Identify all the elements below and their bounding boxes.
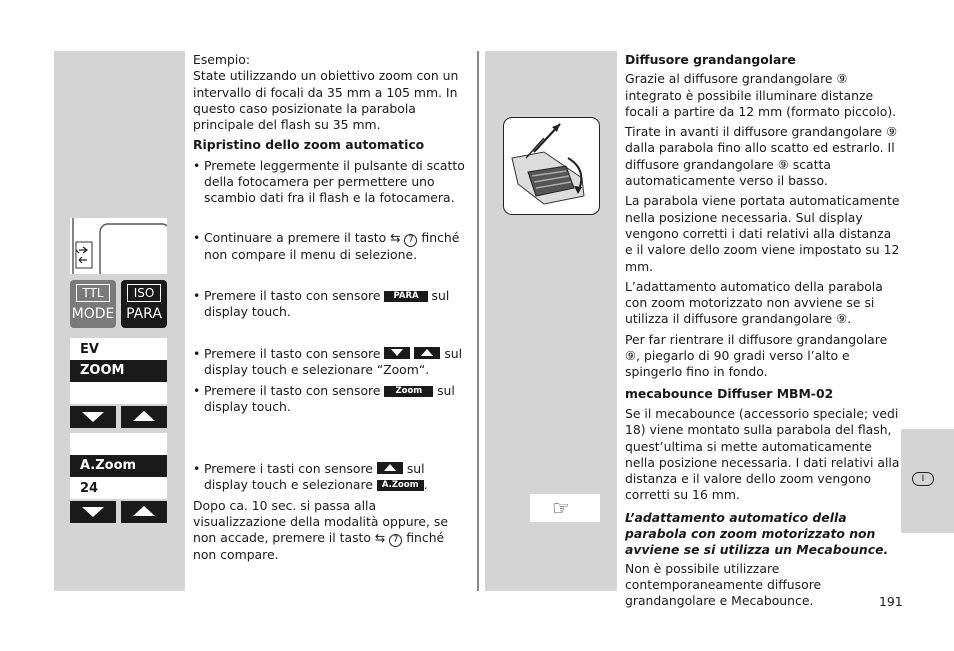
up-arrow-button-2[interactable] bbox=[121, 501, 167, 523]
bullet-4-5: • Premere il tasto con sensore sul display touch e selezionare “Zoom“. • Premere il tasto con sensore Zoom sul display touch. bbox=[193, 346, 463, 414]
ttl-mode-button[interactable] bbox=[70, 280, 116, 328]
closing-text-b: finché non compare. bbox=[193, 530, 445, 563]
note-icon-box bbox=[530, 494, 600, 522]
menu-item-azoom[interactable]: A.Zoom bbox=[70, 455, 167, 477]
zoom-sensor-key: Zoom bbox=[384, 386, 433, 397]
mecabounce-p7: Non è possibile utilizzare contemporaneamente diffusore grandangolare e Mecabounce. bbox=[625, 560, 822, 609]
bullet-1-text: Premete leggermente il pulsante di scatto della fotocamera per permettere uno scambio dati fra il flash e la fotocamera. bbox=[204, 157, 465, 206]
diffuser-p3: La parabola viene portata automaticamente nella posizione necessaria. Sul display vengono corretti i dati relativi alla distanza e il valore dello zoom viene impostato su 12 mm. bbox=[625, 193, 900, 274]
example-label: Esempio: bbox=[193, 52, 251, 67]
flash-panel-svg bbox=[70, 218, 167, 274]
azoom-sensor-key: A.Zoom bbox=[377, 480, 424, 491]
para-label: PARA bbox=[126, 306, 162, 322]
bullet-6-text-b: sul display touch e selezionare bbox=[204, 461, 425, 493]
key-number-7: 7 bbox=[404, 234, 417, 247]
menu-item-ev[interactable]: EV bbox=[80, 342, 99, 357]
bullet-6-text-c: . bbox=[423, 477, 428, 493]
menu-item-zoom[interactable]: ZOOM bbox=[70, 360, 167, 382]
auto-zoom-heading: Ripristino dello zoom automatico bbox=[193, 137, 425, 153]
column-divider bbox=[477, 51, 479, 591]
shift-arrows-icon: ⇆ bbox=[390, 230, 401, 245]
up-arrow-icon-2 bbox=[377, 462, 403, 474]
language-side-tab bbox=[901, 429, 954, 533]
bullet-1: • Premete leggermente il pulsante di scatto della fotocamera per permettere uno scambio dati fra il flash e la fotocamera. bbox=[193, 157, 465, 206]
bullet-3-text-a: Premere il tasto con sensore bbox=[204, 288, 381, 303]
diffuser-p1: Grazie al diffusore grandangolare ⑨ integrato è possibile illuminare distanze focali a partire da 12 mm (formato piccolo). bbox=[625, 71, 897, 119]
iso-label: ISO bbox=[127, 284, 161, 302]
diffuser-p5: Per far rientrare il diffusore grandangolare ⑨, piegarlo di 90 gradi verso l’alto e spingerlo fino in fondo. bbox=[625, 331, 888, 380]
up-arrow-icon bbox=[414, 347, 440, 359]
mecabounce-p6: Se il mecabounce (accessorio speciale; vedi 18) viene montato sulla parabola del flash, quest’ultima si mette automaticamente nella posizione necessaria. I dati relativi alla distanza e il valore dello zoom vengono corretti su 16 mm. bbox=[625, 405, 900, 503]
bullet-3-text-b: sul display touch. bbox=[204, 288, 450, 320]
bullet-6-text-a: Premere i tasti con sensore bbox=[204, 461, 373, 476]
ttl-label: TTL bbox=[76, 284, 110, 302]
bullet-5-text-b: sul display touch. bbox=[204, 382, 455, 414]
bullet-3: • Premere il tasto con sensore PARA sul display touch. bbox=[193, 288, 450, 320]
mode-label: MODE bbox=[71, 306, 115, 322]
pointing-hand-icon: ☞ bbox=[552, 496, 570, 520]
bullet-2-text-a: Continuare a premere il tasto bbox=[204, 230, 387, 245]
shift-arrows-icon-2: ⇆ bbox=[374, 530, 386, 546]
wide-angle-diffuser-illustration bbox=[503, 117, 600, 215]
down-arrow-button-2[interactable] bbox=[70, 501, 116, 523]
zoom-value: 24 bbox=[80, 481, 99, 496]
bullet-5-text-a: Premere il tasto con sensore bbox=[204, 382, 381, 398]
flash-back-panel-illustration bbox=[70, 218, 167, 274]
down-arrow-button-1[interactable] bbox=[70, 406, 116, 428]
language-tab-label: I bbox=[912, 472, 934, 486]
example-text: State utilizzando un obiettivo zoom con un intervallo di focali da 35 mm a 105 mm. In questo caso posizionate la parabola principale del flash su 35 mm. bbox=[193, 68, 459, 133]
key-number-7b: 7 bbox=[389, 534, 402, 547]
diffuser-p4: L’adattamento automatico della parabola con zoom motorizzato non avviene se si utilizza il diffusore grandangolare ⑨. bbox=[625, 278, 883, 327]
diffuser-heading: Diffusore grandangolare bbox=[625, 52, 796, 67]
bullet-4-text-b: sul display touch e selezionare “Zoom“. bbox=[204, 346, 463, 378]
right-text-column bbox=[625, 52, 901, 614]
mecabounce-heading: mecabounce Diffuser MBM-02 bbox=[625, 385, 834, 401]
page-number: 191 bbox=[879, 594, 903, 609]
bullet-2: • Continuare a premere il tasto ⇆ 7 finché non compare il menu di selezione. bbox=[193, 230, 460, 262]
left-text-column bbox=[193, 52, 468, 211]
diffuser-svg bbox=[504, 118, 598, 213]
diffuser-p2: Tirate in avanti il diffusore grandangolare ⑨ dalla parabola fino allo scatto ed estrarlo. Il diffusore grandangolare ⑨ scatta automaticamente verso il basso. bbox=[625, 124, 898, 189]
bullet-6-and-closing: • Premere i tasti con sensore sul display touch e selezionare A.Zoom . Dopo ca. 10 sec. si passa alla visualizzazione della modalità oppure, se non accade, premere il tasto ⇆ 7 finché non compare. bbox=[193, 461, 448, 563]
para-sensor-key: PARA bbox=[384, 291, 427, 302]
iso-para-button[interactable] bbox=[121, 280, 167, 328]
closing-text-a: Dopo ca. 10 sec. si passa alla visualizzazione della modalità oppure, se non accade, premere il tasto bbox=[193, 497, 448, 546]
bullet-4-text-a: Premere il tasto con sensore bbox=[204, 346, 381, 361]
note-text: L’adattamento automatico della parabola con zoom motorizzato non avviene se si utilizza un Mecabounce. bbox=[625, 509, 889, 558]
bullet-2-text-b: finché non compare il menu di selezione. bbox=[204, 230, 460, 262]
up-arrow-button-1[interactable] bbox=[121, 406, 167, 428]
down-arrow-icon bbox=[384, 347, 410, 359]
